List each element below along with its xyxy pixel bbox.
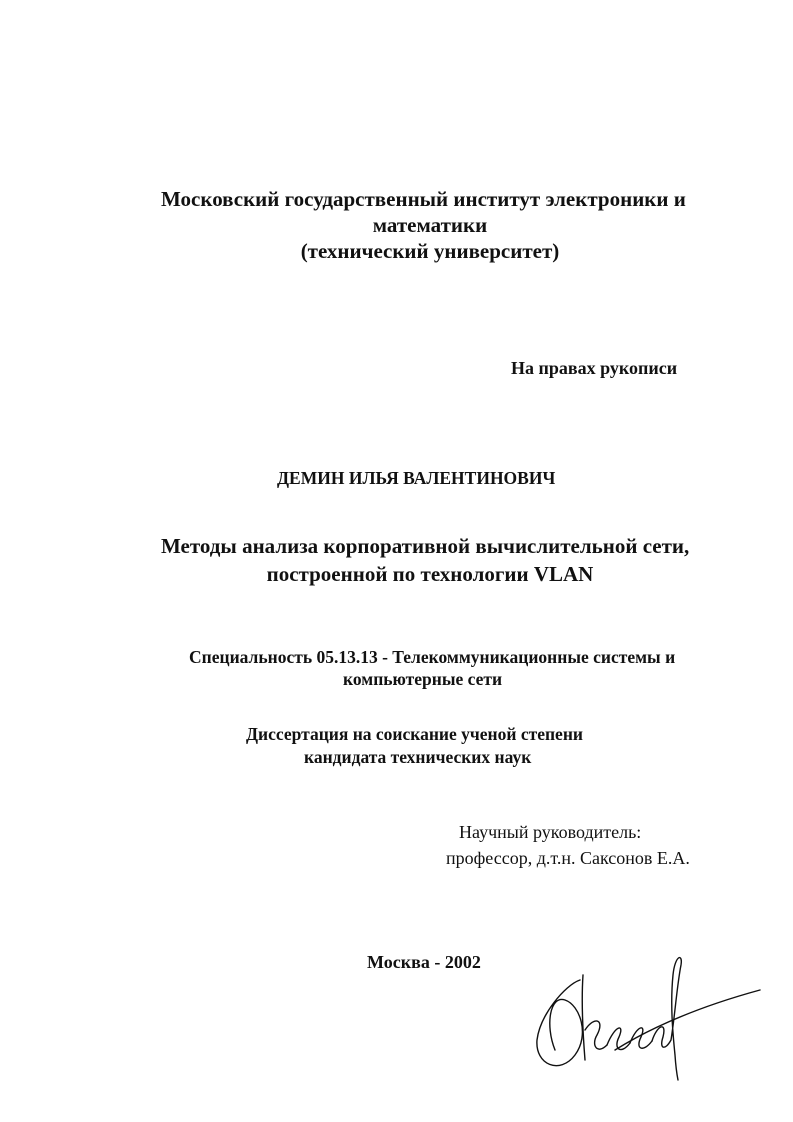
specialty-line-2: компьютерные сети <box>343 669 503 689</box>
author-name: ДЕМИН ИЛЬЯ ВАЛЕНТИНОВИЧ <box>277 468 556 488</box>
specialty-line-1: Специальность 05.13.13 - Телекоммуникационные системы и <box>189 647 676 667</box>
degree-line-1: Диссертация на соискание ученой степени <box>246 724 583 744</box>
institution-line-3: (технический университет) <box>300 239 560 263</box>
institution-line-1: Московский государственный институт электроники и <box>161 187 686 211</box>
supervisor-label: Научный руководитель: <box>459 822 642 842</box>
city-year: Москва - 2002 <box>367 952 481 972</box>
institution-line-2: математики <box>372 213 488 237</box>
thesis-title-line-1: Методы анализа корпоративной вычислительной сети, <box>161 534 690 558</box>
signature-icon <box>525 945 765 1085</box>
thesis-title-line-2: построенной по технологии VLAN <box>266 562 594 586</box>
manuscript-note: На правах рукописи <box>511 358 678 378</box>
degree-line-2: кандидата технических наук <box>304 747 532 767</box>
supervisor-name: профессор, д.т.н. Саксонов Е.А. <box>446 848 690 868</box>
